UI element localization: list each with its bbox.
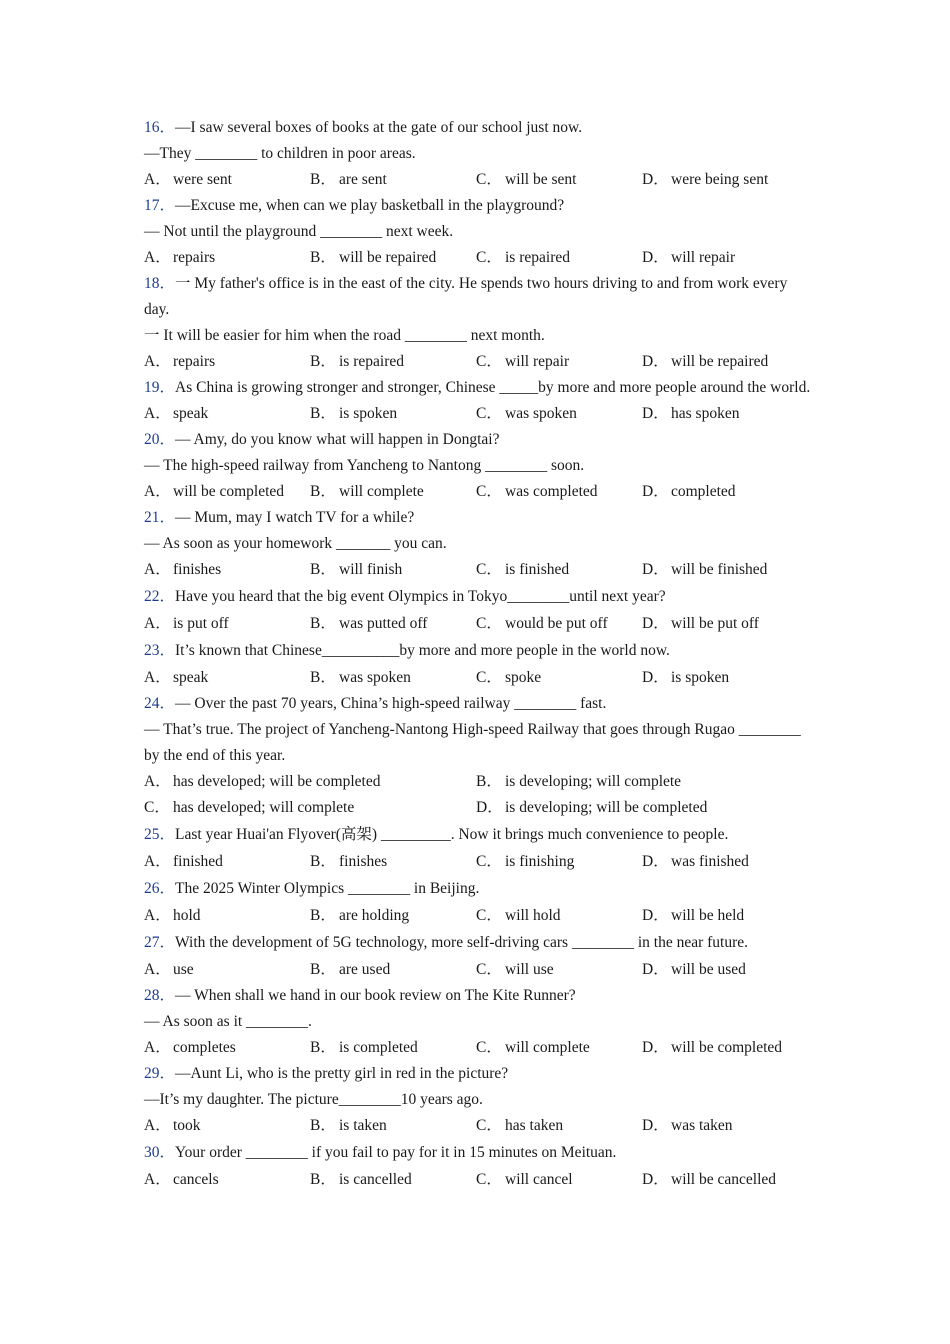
- question-line: — That’s true. The project of Yancheng-Nantong High-speed Railway that goes through Rugao ________ by the end of this year.: [144, 721, 801, 764]
- question-line: — As soon as your homework _______ you can.: [144, 535, 447, 552]
- question-24: [144, 691, 814, 821]
- question-19: [144, 375, 814, 427]
- option-a[interactable]: A． repairs: [144, 353, 216, 370]
- option-d[interactable]: D． will be repaired: [642, 353, 769, 370]
- question-stem: 29．—Aunt Li, who is the pretty girl in red in the picture?: [144, 1065, 509, 1082]
- question-27: [144, 929, 814, 983]
- option-d[interactable]: D． is developing; will be completed: [476, 799, 708, 816]
- question-22: [144, 583, 814, 637]
- option-a[interactable]: A． finishes: [144, 561, 222, 578]
- option-a[interactable]: A． will be completed: [144, 483, 285, 500]
- option-a[interactable]: A． speak: [144, 669, 209, 686]
- option-b[interactable]: B． is repaired: [310, 353, 404, 370]
- option-c[interactable]: C． will be sent: [476, 171, 577, 188]
- question-stem: 27．With the development of 5G technology, more self-driving cars ________ in the near future.: [144, 934, 749, 951]
- options-row: [144, 479, 814, 505]
- option-c[interactable]: C． spoke: [476, 669, 542, 686]
- options-row: [144, 557, 814, 583]
- option-b[interactable]: B． is spoken: [310, 405, 398, 422]
- option-c[interactable]: C． is finished: [476, 561, 570, 578]
- option-b[interactable]: B． is developing; will complete: [476, 773, 682, 790]
- question-stem: 24．— Over the past 70 years, China’s high-speed railway ________ fast.: [144, 695, 607, 712]
- options-row: [144, 610, 814, 637]
- options-row: [144, 795, 814, 821]
- option-c[interactable]: C． will use: [476, 961, 554, 978]
- question-stem: 19．As China is growing stronger and stronger, Chinese _____by more and more people around the world.: [144, 379, 811, 396]
- question-line: — Not until the playground ________ next week.: [144, 223, 454, 240]
- question-number: 27．: [144, 934, 176, 951]
- option-c[interactable]: C． will hold: [476, 907, 561, 924]
- question-28: [144, 983, 814, 1061]
- option-d[interactable]: D． will be completed: [642, 1039, 783, 1056]
- options-row: [144, 1035, 814, 1061]
- option-d[interactable]: D． will be cancelled: [642, 1171, 777, 1188]
- question-23: [144, 637, 814, 691]
- question-number: 24．: [144, 695, 176, 712]
- question-number: 30．: [144, 1144, 176, 1161]
- question-stem: 18．一 My father's office is in the east of the city. He spends two hours driving to and from work every day.: [144, 275, 788, 318]
- option-c[interactable]: C． will cancel: [476, 1171, 573, 1188]
- option-c[interactable]: C． will repair: [476, 353, 570, 370]
- question-number: 25．: [144, 826, 176, 843]
- option-d[interactable]: D． was finished: [642, 853, 749, 870]
- question-number: 26．: [144, 880, 176, 897]
- question-26: [144, 875, 814, 929]
- question-stem: 22．Have you heard that the big event Olympics in Tokyo________until next year?: [144, 588, 666, 605]
- option-b[interactable]: B． is completed: [310, 1039, 418, 1056]
- option-b[interactable]: B． are used: [310, 961, 391, 978]
- option-a[interactable]: A． completes: [144, 1039, 236, 1056]
- question-line: — The high-speed railway from Yancheng to Nantong ________ soon.: [144, 457, 585, 474]
- option-a[interactable]: A． were sent: [144, 171, 232, 188]
- question-30: [144, 1139, 814, 1193]
- option-a[interactable]: A． repairs: [144, 249, 216, 266]
- option-b[interactable]: B． finishes: [310, 853, 388, 870]
- option-b[interactable]: B． will be repaired: [310, 249, 437, 266]
- option-d[interactable]: D． will be held: [642, 907, 745, 924]
- option-b[interactable]: B． will finish: [310, 561, 403, 578]
- question-stem: 16．—I saw several boxes of books at the gate of our school just now.: [144, 119, 583, 136]
- question-20: [144, 427, 814, 505]
- question-29: [144, 1061, 814, 1139]
- options-row: [144, 769, 814, 795]
- option-a[interactable]: A． has developed; will be completed: [144, 773, 381, 790]
- option-c[interactable]: C． has developed; will complete: [144, 799, 355, 816]
- question-stem: 23．It’s known that Chinese__________by more and more people in the world now.: [144, 642, 670, 659]
- question-stem: 26．The 2025 Winter Olympics ________ in Beijing.: [144, 880, 480, 897]
- question-number: 28．: [144, 987, 176, 1004]
- question-25: [144, 821, 814, 875]
- question-stem: 30．Your order ________ if you fail to pay for it in 15 minutes on Meituan.: [144, 1144, 617, 1161]
- question-stem: 21．— Mum, may I watch TV for a while?: [144, 509, 415, 526]
- options-row: [144, 1166, 814, 1193]
- option-c[interactable]: C． was completed: [476, 483, 598, 500]
- option-d[interactable]: D． completed: [642, 483, 736, 500]
- option-c[interactable]: C． will complete: [476, 1039, 590, 1056]
- option-a[interactable]: A． cancels: [144, 1171, 219, 1188]
- question-number: 29．: [144, 1065, 176, 1082]
- question-number: 22．: [144, 588, 176, 605]
- option-b[interactable]: B． will complete: [310, 483, 424, 500]
- question-21: [144, 505, 814, 583]
- option-d[interactable]: D． was taken: [642, 1117, 733, 1134]
- question-18: [144, 271, 814, 375]
- question-16: [144, 115, 814, 193]
- option-c[interactable]: C． is finishing: [476, 853, 575, 870]
- option-a[interactable]: A． speak: [144, 405, 209, 422]
- options-row: [144, 1113, 814, 1139]
- options-row: [144, 167, 814, 193]
- option-d[interactable]: D． will be used: [642, 961, 746, 978]
- question-number: 16．: [144, 119, 176, 136]
- option-c[interactable]: C． is repaired: [476, 249, 570, 266]
- question-stem: 25．Last year Huai'an Flyover(高架) _________. Now it brings much convenience to people.: [144, 826, 729, 843]
- option-d[interactable]: D． will be finished: [642, 561, 768, 578]
- options-row: [144, 902, 814, 929]
- worksheet-page: [144, 115, 814, 1193]
- option-a[interactable]: A． is put off: [144, 615, 229, 632]
- question-stem: 17．—Excuse me, when can we play basketball in the playground?: [144, 197, 565, 214]
- option-b[interactable]: B． are holding: [310, 907, 410, 924]
- option-c[interactable]: C． would be put off: [476, 615, 608, 632]
- option-a[interactable]: A． use: [144, 961, 194, 978]
- question-stem: 28．— When shall we hand in our book review on The Kite Runner?: [144, 987, 576, 1004]
- options-row: [144, 401, 814, 427]
- option-d[interactable]: D． will be put off: [642, 615, 759, 632]
- question-line: —It’s my daughter. The picture________10 years ago.: [144, 1091, 483, 1108]
- option-b[interactable]: B． was spoken: [310, 669, 411, 686]
- option-a[interactable]: A． took: [144, 1117, 201, 1134]
- option-d[interactable]: D． is spoken: [642, 669, 730, 686]
- options-row: [144, 956, 814, 983]
- question-line: 一 It will be easier for him when the road ________ next month.: [144, 327, 545, 344]
- question-number: 18．: [144, 275, 176, 292]
- option-a[interactable]: A． hold: [144, 907, 201, 924]
- option-a[interactable]: A． finished: [144, 853, 223, 870]
- option-d[interactable]: D． has spoken: [642, 405, 740, 422]
- option-b[interactable]: B． is taken: [310, 1117, 387, 1134]
- option-d[interactable]: D． will repair: [642, 249, 736, 266]
- options-row: [144, 848, 814, 875]
- option-c[interactable]: C． has taken: [476, 1117, 564, 1134]
- option-b[interactable]: B． is cancelled: [310, 1171, 412, 1188]
- question-number: 19．: [144, 379, 176, 396]
- option-b[interactable]: B． are sent: [310, 171, 387, 188]
- question-17: [144, 193, 814, 271]
- question-line: — As soon as it ________.: [144, 1013, 312, 1030]
- option-d[interactable]: D． were being sent: [642, 171, 769, 188]
- option-c[interactable]: C． was spoken: [476, 405, 577, 422]
- question-stem: 20．— Amy, do you know what will happen in Dongtai?: [144, 431, 500, 448]
- question-number: 17．: [144, 197, 176, 214]
- options-row: [144, 349, 814, 375]
- question-number: 21．: [144, 509, 176, 526]
- options-row: [144, 245, 814, 271]
- option-b[interactable]: B． was putted off: [310, 615, 428, 632]
- question-line: —They ________ to children in poor areas.: [144, 145, 416, 162]
- question-number: 20．: [144, 431, 176, 448]
- question-number: 23．: [144, 642, 176, 659]
- options-row: [144, 664, 814, 691]
